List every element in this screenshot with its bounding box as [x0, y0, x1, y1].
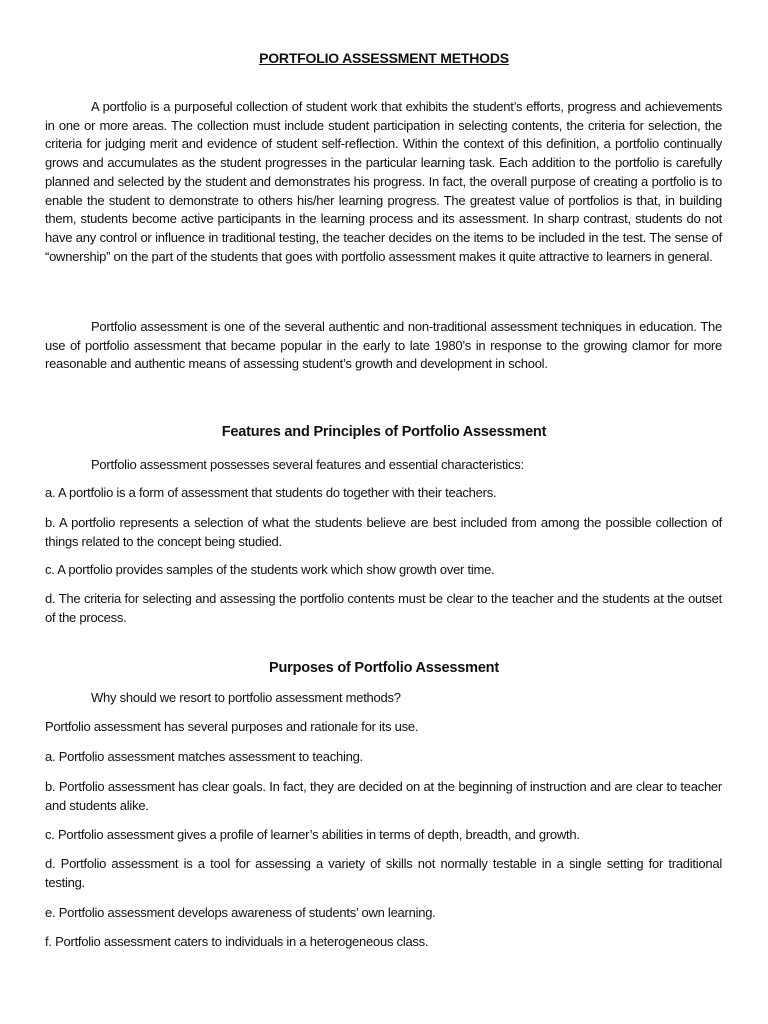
document-title: PORTFOLIO ASSESSMENT METHODS: [259, 50, 509, 66]
features-lead: Portfolio assessment possesses several features and essential characteristics:: [91, 457, 524, 472]
purposes-lead: Why should we resort to portfolio assessment methods?: [91, 690, 401, 705]
feature-item: b. A portfolio represents a selection of what the students believe are best included from among the possible collection of things related to the concept being studied.: [45, 515, 722, 549]
purpose-item: c. Portfolio assessment gives a profile of learner’s abilities in terms of depth, breadth, and growth.: [45, 827, 580, 842]
feature-item: d. The criteria for selecting and assessing the portfolio contents must be clear to the teacher and the students at the outset of the process.: [45, 591, 722, 625]
purpose-item: f. Portfolio assessment caters to individuals in a heterogeneous class.: [45, 934, 429, 949]
purpose-item: b. Portfolio assessment has clear goals. In fact, they are decided on at the beginning of instruction and are clear to teacher and students alike.: [45, 779, 722, 813]
purposes-intro: Portfolio assessment has several purposes and rationale for its use.: [45, 719, 419, 734]
feature-item: c. A portfolio provides samples of the students work which show growth over time.: [45, 562, 495, 577]
purpose-item: d. Portfolio assessment is a tool for assessing a variety of skills not normally testable in a single setting for traditional testing.: [45, 856, 722, 890]
purpose-item: a. Portfolio assessment matches assessment to teaching.: [45, 749, 363, 764]
intro-paragraph-1: A portfolio is a purposeful collection of student work that exhibits the student’s efforts, progress and achievements in one or more areas. The collection must include student participation in selecting contents, the criteria for selection, the criteria for judging merit and evidence of student self-reflection. Within the context of this definition, a portfolio continually grows and accumulates as the student progresses in the particular learning task. Each addition to the portfolio is carefully planned and selected by the student and demonstrates his progress. In fact, the overall purpose of creating a portfolio is to enable the student to demonstrate to others his/her learning progress. The greatest value of portfolios is that, in building them, students become active participants in the learning process and its assessment. In sharp contrast, students do not have any control or influence in traditional testing, the teacher decides on the items to be included in the test. The sense of “ownership” on the part of the students that goes with portfolio assessment makes it quite attractive to learners in general.: [45, 99, 722, 264]
purposes-heading: Purposes of Portfolio Assessment: [269, 660, 499, 676]
feature-item: a. A portfolio is a form of assessment that students do together with their teachers.: [45, 485, 497, 500]
features-heading: Features and Principles of Portfolio Assessment: [221, 424, 547, 440]
intro-paragraph-2: Portfolio assessment is one of the several authentic and non-traditional assessment techniques in education. The use of portfolio assessment that became popular in the early to late 1980’s in response to the growing clamor for more reasonable and authentic means of assessing student’s growth and development in school.: [45, 319, 722, 372]
purpose-item: e. Portfolio assessment develops awareness of students’ own learning.: [45, 905, 436, 920]
